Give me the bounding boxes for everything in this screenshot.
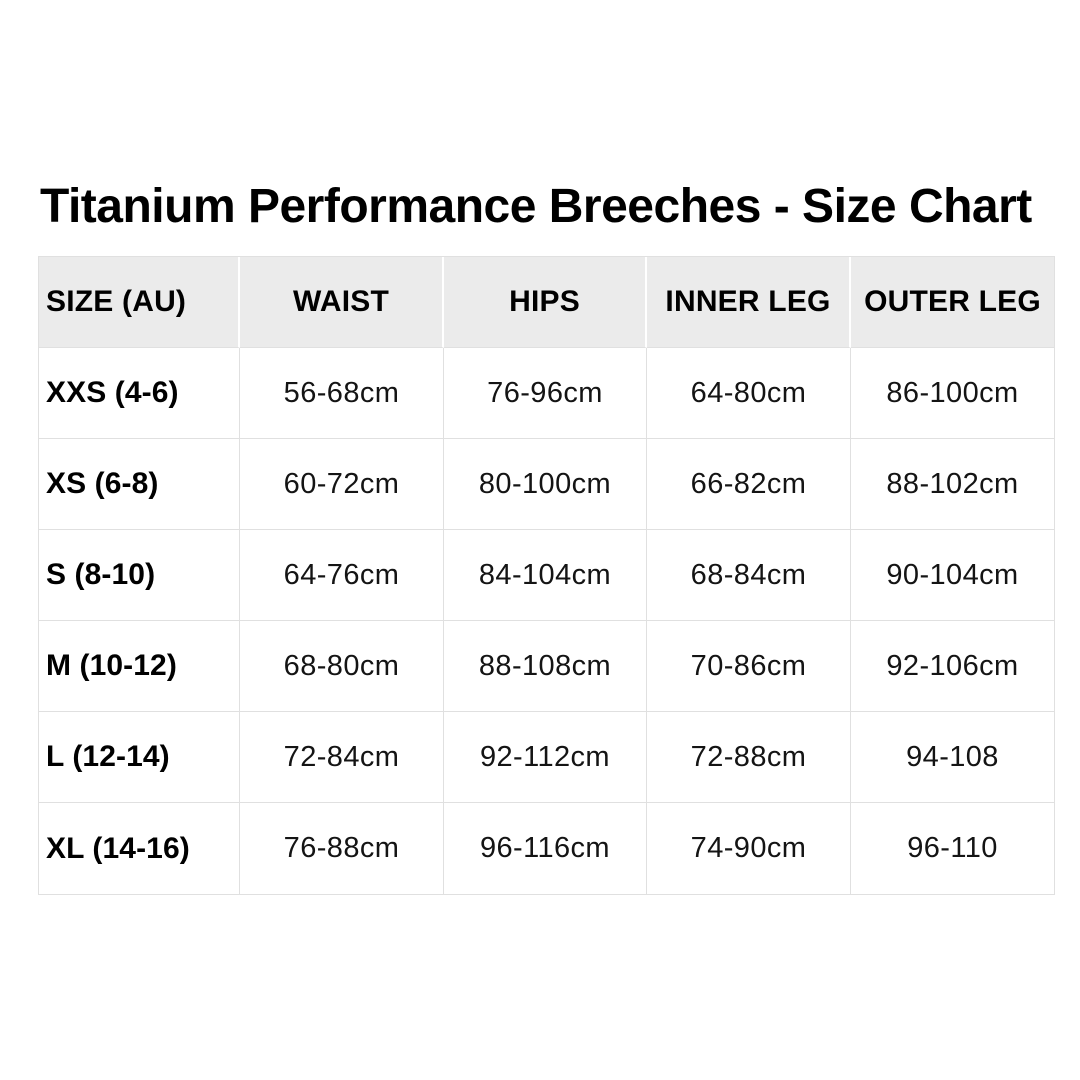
inner-leg-measurement-cell: 64-80cm	[647, 348, 851, 439]
table-row	[39, 439, 1054, 530]
column-header-size-au: SIZE (AU)	[39, 257, 240, 348]
page-title: Titanium Performance Breeches - Size Chart	[40, 180, 1032, 233]
size-chart-table	[38, 256, 1055, 895]
column-header-outer-leg: OUTER LEG	[851, 257, 1054, 348]
waist-measurement-cell: 72-84cm	[240, 712, 444, 803]
column-header-inner-leg: INNER LEG	[647, 257, 851, 348]
hips-measurement-cell: 88-108cm	[444, 621, 647, 712]
table-body	[39, 348, 1054, 894]
table-row	[39, 348, 1054, 439]
outer-leg-measurement-cell: 94-108	[851, 712, 1054, 803]
inner-leg-measurement-cell: 72-88cm	[647, 712, 851, 803]
waist-measurement-cell: 68-80cm	[240, 621, 444, 712]
hips-measurement-cell: 96-116cm	[444, 803, 647, 894]
outer-leg-measurement-cell: 88-102cm	[851, 439, 1054, 530]
inner-leg-measurement-cell: 66-82cm	[647, 439, 851, 530]
waist-measurement-cell: 76-88cm	[240, 803, 444, 894]
waist-measurement-cell: 60-72cm	[240, 439, 444, 530]
column-header-waist: WAIST	[240, 257, 444, 348]
hips-measurement-cell: 80-100cm	[444, 439, 647, 530]
size-label-cell: XXS (4-6)	[39, 348, 240, 439]
size-label-cell: M (10-12)	[39, 621, 240, 712]
column-header-hips: HIPS	[444, 257, 647, 348]
waist-measurement-cell: 64-76cm	[240, 530, 444, 621]
size-label-cell: S (8-10)	[39, 530, 240, 621]
inner-leg-measurement-cell: 74-90cm	[647, 803, 851, 894]
hips-measurement-cell: 92-112cm	[444, 712, 647, 803]
table-row	[39, 621, 1054, 712]
inner-leg-measurement-cell: 70-86cm	[647, 621, 851, 712]
table-row	[39, 712, 1054, 803]
outer-leg-measurement-cell: 92-106cm	[851, 621, 1054, 712]
table-row	[39, 803, 1054, 894]
outer-leg-measurement-cell: 90-104cm	[851, 530, 1054, 621]
table-row	[39, 530, 1054, 621]
size-label-cell: L (12-14)	[39, 712, 240, 803]
waist-measurement-cell: 56-68cm	[240, 348, 444, 439]
inner-leg-measurement-cell: 68-84cm	[647, 530, 851, 621]
size-label-cell: XL (14-16)	[39, 803, 240, 894]
outer-leg-measurement-cell: 96-110	[851, 803, 1054, 894]
table-header-row	[39, 257, 1054, 348]
size-label-cell: XS (6-8)	[39, 439, 240, 530]
outer-leg-measurement-cell: 86-100cm	[851, 348, 1054, 439]
hips-measurement-cell: 84-104cm	[444, 530, 647, 621]
hips-measurement-cell: 76-96cm	[444, 348, 647, 439]
